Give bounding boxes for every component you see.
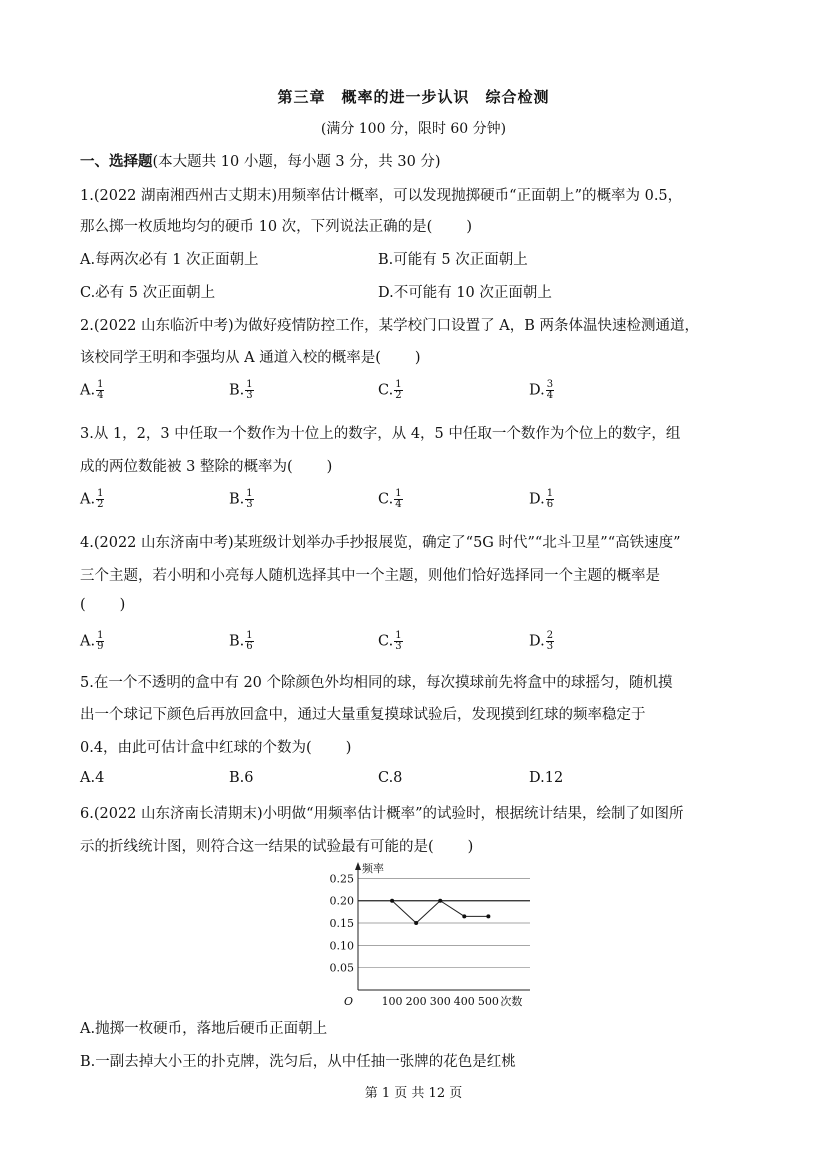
q3-option-b: B. $\frac{1}{3}$ bbox=[229, 488, 253, 510]
x-tick-label: 400 bbox=[453, 995, 475, 1008]
data-point bbox=[414, 921, 418, 925]
q4-option-a: A. $\frac{1}{9}$ bbox=[80, 630, 104, 652]
data-point bbox=[486, 914, 490, 918]
page-subtitle: (满分 100 分，限时 60 分钟) bbox=[320, 121, 507, 137]
x-axis-label: 次数 bbox=[500, 995, 523, 1008]
q2-option-d: D. $\frac{3}{4}$ bbox=[529, 379, 554, 401]
q1-stem-line2 bbox=[80, 215, 472, 236]
q4-option-c: C. $\frac{1}{3}$ bbox=[378, 630, 402, 652]
q1-option-d: D.不可能有 10 次正面朝上 bbox=[378, 285, 552, 301]
q4-stem-line1: 4.(2022 山东济南中考)某班级计划举办手抄报展览，确定了“5G 时代”“北斗卫星”“高铁速度” bbox=[80, 535, 681, 551]
y-tick-label: 0.10 bbox=[329, 939, 354, 953]
fraction: $\frac{1}{3}$ bbox=[395, 630, 402, 652]
chart-grid bbox=[358, 878, 530, 967]
q6-option-a: A.抛掷一枚硬币，落地后硬币正面朝上 bbox=[80, 1021, 328, 1037]
q3-option-d: D. $\frac{1}{6}$ bbox=[529, 488, 554, 510]
fraction: $\frac{1}{6}$ bbox=[246, 630, 253, 652]
q3-stem-line1: 3.从 1，2，3 中任取一个数作为十位上的数字，从 4，5 中任取一个数作为个位上的数字，组 bbox=[80, 426, 681, 442]
q1-option-a: A.每两次必有 1 次正面朝上 bbox=[80, 252, 259, 268]
frequency-line-chart bbox=[310, 858, 530, 1008]
q1-paren-close: ) bbox=[466, 219, 472, 235]
y-tick-label: 0.20 bbox=[329, 894, 354, 908]
q3-stem-text: 成的两位数能被 3 整除的概率为( bbox=[80, 459, 293, 475]
origin-label: O bbox=[344, 995, 354, 1008]
q1-stem-text: 那么掷一枚质地均匀的硬币 10 次，下列说法正确的是( bbox=[80, 219, 433, 235]
q2-stem-line2 bbox=[80, 346, 421, 367]
q5-option-a: A.4 bbox=[80, 770, 105, 786]
chart-axes bbox=[355, 862, 530, 990]
y-axis-label: 频率 bbox=[362, 862, 384, 875]
y-axis-arrow bbox=[355, 862, 361, 870]
q2-paren-close: ) bbox=[414, 350, 421, 366]
q6-option-b: B.一副去掉大小王的扑克牌，洗匀后，从中任抽一张牌的花色是红桃 bbox=[80, 1054, 516, 1070]
q5-option-d: D.12 bbox=[529, 770, 564, 786]
fraction: $\frac{1}{3}$ bbox=[246, 488, 253, 510]
fraction: $\frac{1}{4}$ bbox=[97, 379, 104, 401]
fraction: $\frac{1}{9}$ bbox=[97, 630, 104, 652]
q2-option-b: B. $\frac{1}{3}$ bbox=[229, 379, 253, 401]
series-line bbox=[392, 901, 488, 923]
section-title: 一、选择题 bbox=[80, 154, 153, 170]
q3-stem-line2 bbox=[80, 455, 332, 476]
page-title: 第三章 概率的进一步认识 综合检测 bbox=[277, 88, 550, 106]
data-point bbox=[462, 914, 466, 918]
q5-option-b: B.6 bbox=[229, 770, 254, 786]
q4-stem-line2: 三个主题，若小明和小亮每人随机选择其中一个主题，则他们恰好选择同一个主题的概率是 bbox=[80, 568, 660, 584]
data-point bbox=[390, 899, 394, 903]
x-tick-label: 200 bbox=[405, 995, 427, 1008]
fraction: $\frac{1}{2}$ bbox=[97, 488, 104, 510]
q2-option-c: C. $\frac{1}{2}$ bbox=[378, 379, 402, 401]
fraction: $\frac{3}{4}$ bbox=[546, 379, 554, 401]
q2-stem-text: 该校同学王明和李强均从 A 通道入校的概率是( bbox=[80, 350, 381, 366]
y-tick-label: 0.05 bbox=[329, 961, 354, 975]
section-heading bbox=[80, 150, 441, 171]
page-footer: 第 1 页 共 12 页 bbox=[364, 1086, 463, 1101]
fraction: $\frac{1}{6}$ bbox=[546, 488, 554, 510]
q5-option-c: C.8 bbox=[378, 770, 403, 786]
y-tick-label: 0.25 bbox=[329, 872, 354, 886]
q6-stem-line2: 示的折线统计图，则符合这一结果的试验最有可能的是( ) bbox=[80, 839, 474, 855]
q3-option-a: A. $\frac{1}{2}$ bbox=[80, 488, 104, 510]
q2-option-a: A. $\frac{1}{4}$ bbox=[80, 379, 104, 401]
fraction: $\frac{1}{4}$ bbox=[395, 488, 402, 510]
fraction: $\frac{1}{3}$ bbox=[246, 379, 253, 401]
section-note: (本大题共 10 小题，每小题 3 分，共 30 分) bbox=[152, 154, 441, 170]
chart-series bbox=[390, 899, 490, 925]
q5-stem-line3: 0.4，由此可估计盒中红球的个数为( ) bbox=[80, 740, 352, 756]
q1-option-c: C.必有 5 次正面朝上 bbox=[80, 285, 216, 301]
q1-option-b: B.可能有 5 次正面朝上 bbox=[378, 252, 528, 268]
q1-stem-line1: 1.(2022 湖南湘西州古丈期末)用频率估计概率，可以发现抛掷硬币“正面朝上”的概率为 0.5， bbox=[80, 188, 683, 204]
q2-stem-line1: 2.(2022 山东临沂中考)为做好疫情防控工作，某学校门口设置了 A，B 两条体温快速检测通道， bbox=[80, 318, 700, 334]
q6-stem-line1: 6.(2022 山东济南长清期末)小明做“用频率估计概率”的试验时，根据统计结果，绘制了如图所 bbox=[80, 806, 684, 822]
q3-option-c: C. $\frac{1}{4}$ bbox=[378, 488, 402, 510]
q3-paren-close: ) bbox=[326, 459, 333, 475]
q4-stem-line3: ( ) bbox=[80, 597, 126, 613]
x-tick-label: 100 bbox=[381, 995, 403, 1008]
q5-stem-line2: 出一个球记下颜色后再放回盒中，通过大量重复摸球试验后，发现摸到红球的频率稳定于 bbox=[80, 707, 646, 723]
fraction: $\frac{2}{3}$ bbox=[546, 630, 554, 652]
x-tick-label: 500 bbox=[477, 995, 499, 1008]
q5-stem-line1: 5.在一个不透明的盒中有 20 个除颜色外均相同的球，每次摸球前先将盒中的球摇匀，随机摸 bbox=[80, 675, 673, 691]
fraction: $\frac{1}{2}$ bbox=[395, 379, 402, 401]
x-tick-label: 300 bbox=[429, 995, 451, 1008]
q4-option-d: D. $\frac{2}{3}$ bbox=[529, 630, 554, 652]
y-tick-label: 0.15 bbox=[329, 917, 354, 931]
q4-option-b: B. $\frac{1}{6}$ bbox=[229, 630, 253, 652]
data-point bbox=[438, 899, 442, 903]
